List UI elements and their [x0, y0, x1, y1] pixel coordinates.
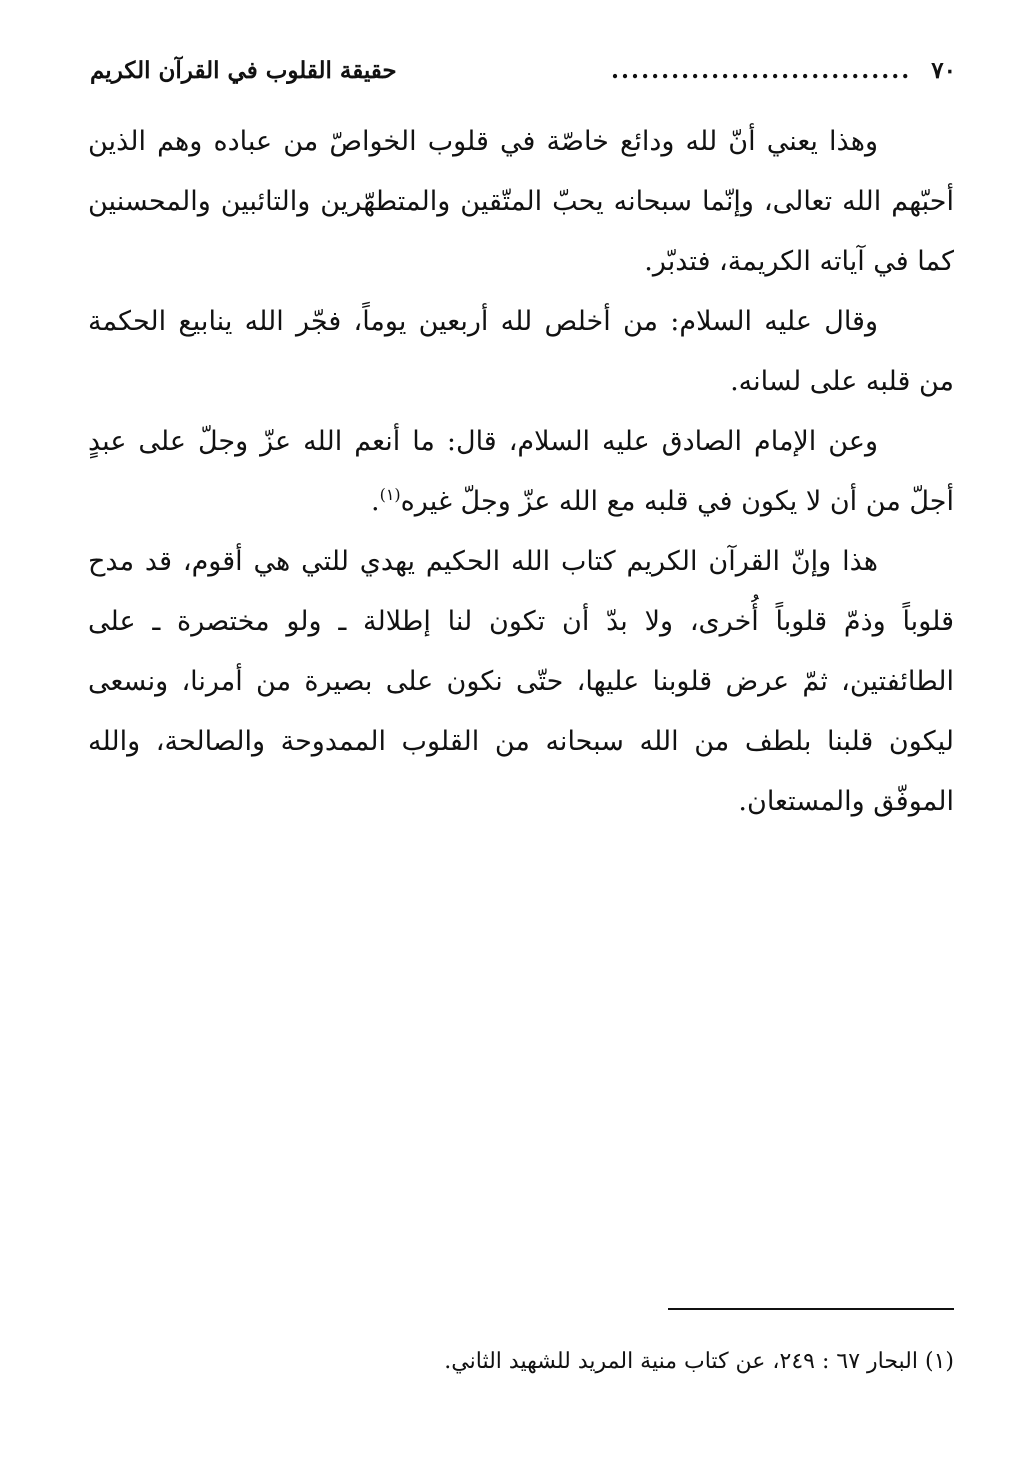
paragraph-2: وقال عليه السلام: من أخلص لله أربعين يوماً، فجّر الله ينابيع الحكمة من قلبه على لسانه.	[88, 306, 954, 397]
footnote-reference[interactable]: (١)	[379, 485, 401, 504]
footnote-divider	[668, 1308, 954, 1310]
page-number: ٧٠	[931, 56, 956, 84]
paragraph-3-end: .	[370, 486, 380, 517]
footnote: (١) البحار ٦٧ : ٢٤٩، عن كتاب منية المريد للشهيد الثاني.	[444, 1349, 954, 1374]
paragraph-1: وهذا يعني أنّ لله ودائع خاصّة في قلوب الخواصّ من عباده وهم الذين أحبّهم الله تعالى، وإنّما سبحانه يحبّ المتّقين والمتطهّرين والتائبين والمحسنين كما في آياته الكريمة، فتدبّر.	[88, 126, 954, 277]
paragraph-3	[88, 412, 954, 532]
paragraph-3-text: وعن الإمام الصادق عليه السلام، قال: ما أنعم الله عزّ وجلّ على عبدٍ أجلّ من أن لا يكون في قلبه مع الله عزّ وجلّ غيره	[88, 426, 954, 517]
running-header	[90, 50, 956, 90]
chapter-title: حقيقة القلوب في القرآن الكريم	[90, 56, 397, 84]
paragraph-4: هذا وإنّ القرآن الكريم كتاب الله الحكيم يهدي للتي هي أقوم، قد مدح قلوباً وذمّ قلوباً أُخرى، ولا بدّ أن تكون لنا إطلالة ـ ولو مختصرة ـ على الطائفتين، ثمّ عرض قلوبنا عليها، حتّى نكون على بصيرة من أمرنا، ونسعى ليكون قلبنا بلطف من الله سبحانه من القلوب الممدوحة والصالحة، والله الموفّق والمستعان.	[88, 546, 954, 817]
dot-leader: ..............................	[611, 56, 912, 84]
body-text	[88, 112, 954, 832]
